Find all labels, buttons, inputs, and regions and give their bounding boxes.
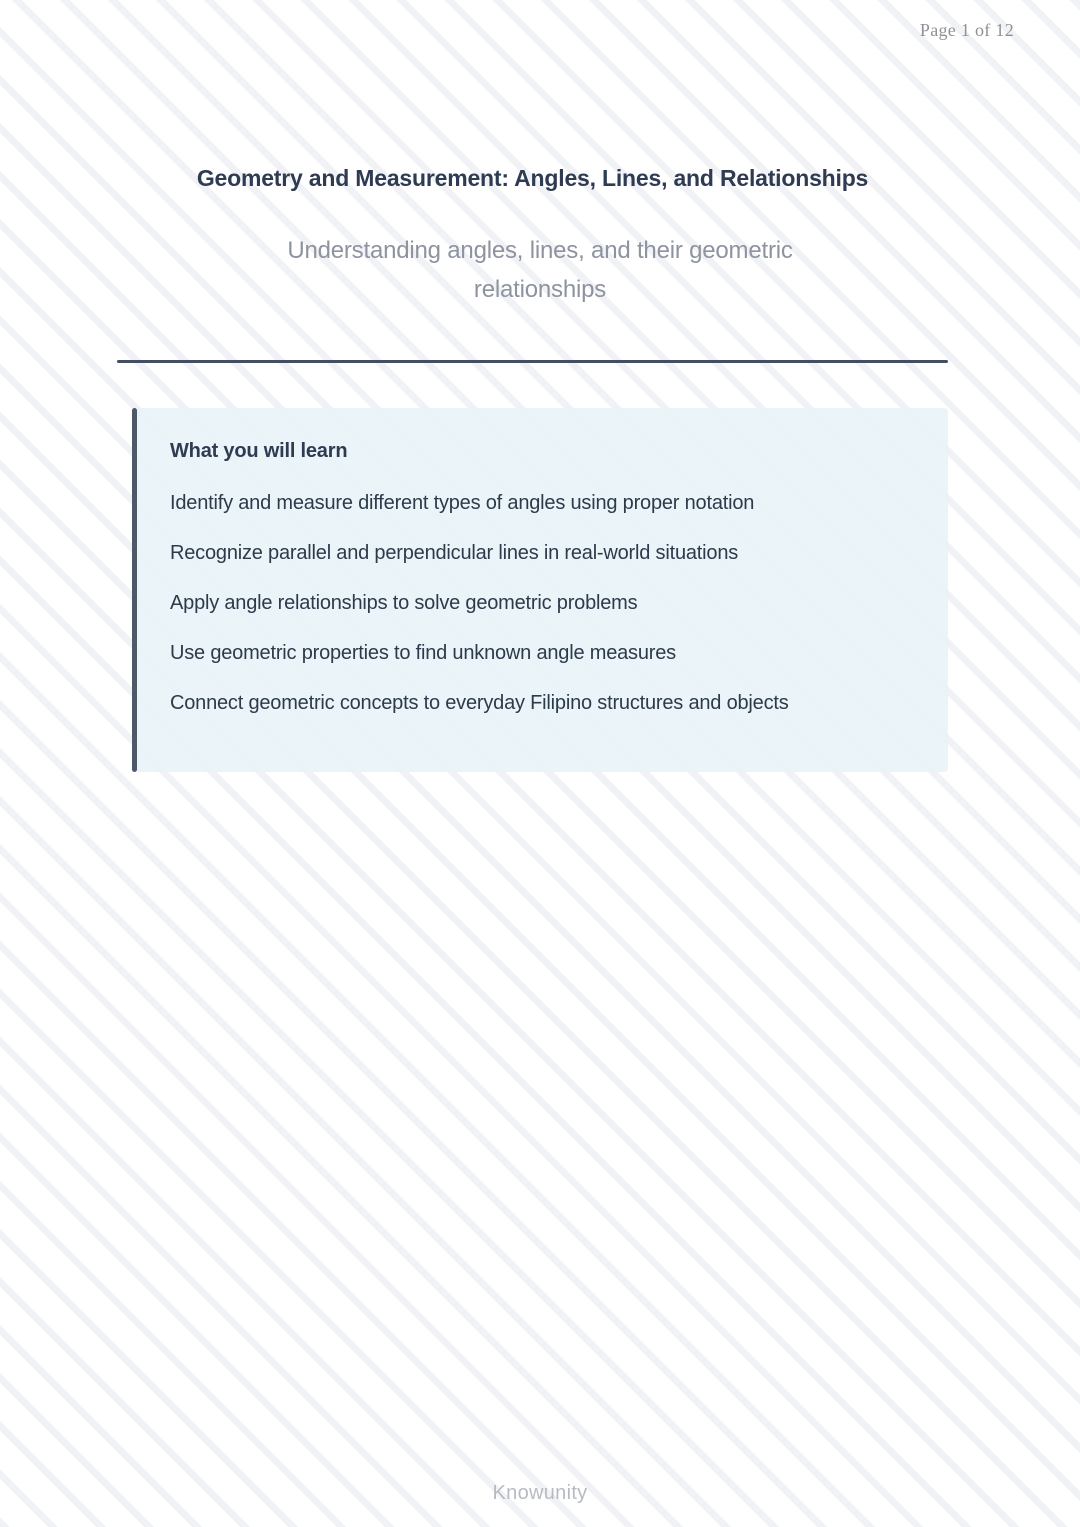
learn-item: Apply angle relationships to solve geometric problems [170, 592, 638, 614]
document-title: Geometry and Measurement: Angles, Lines, and Relationships [196, 165, 869, 191]
document-subtitle: Understanding angles, lines, and their geometric relationships [287, 237, 793, 303]
learn-item: Connect geometric concepts to everyday Filipino structures and objects [170, 692, 789, 714]
learn-callout-body [137, 408, 948, 772]
learn-heading: What you will learn [170, 440, 348, 462]
learn-callout [132, 408, 948, 772]
learn-item: Recognize parallel and perpendicular lines in real-world situations [170, 542, 739, 564]
learn-item: Use geometric properties to find unknown angle measures [170, 642, 676, 664]
footer-brand: Knowunity [492, 1482, 588, 1504]
learn-item: Identify and measure different types of angles using proper notation [170, 492, 755, 514]
page-number: Page 1 of 12 [919, 20, 1014, 40]
horizontal-divider [117, 360, 948, 363]
